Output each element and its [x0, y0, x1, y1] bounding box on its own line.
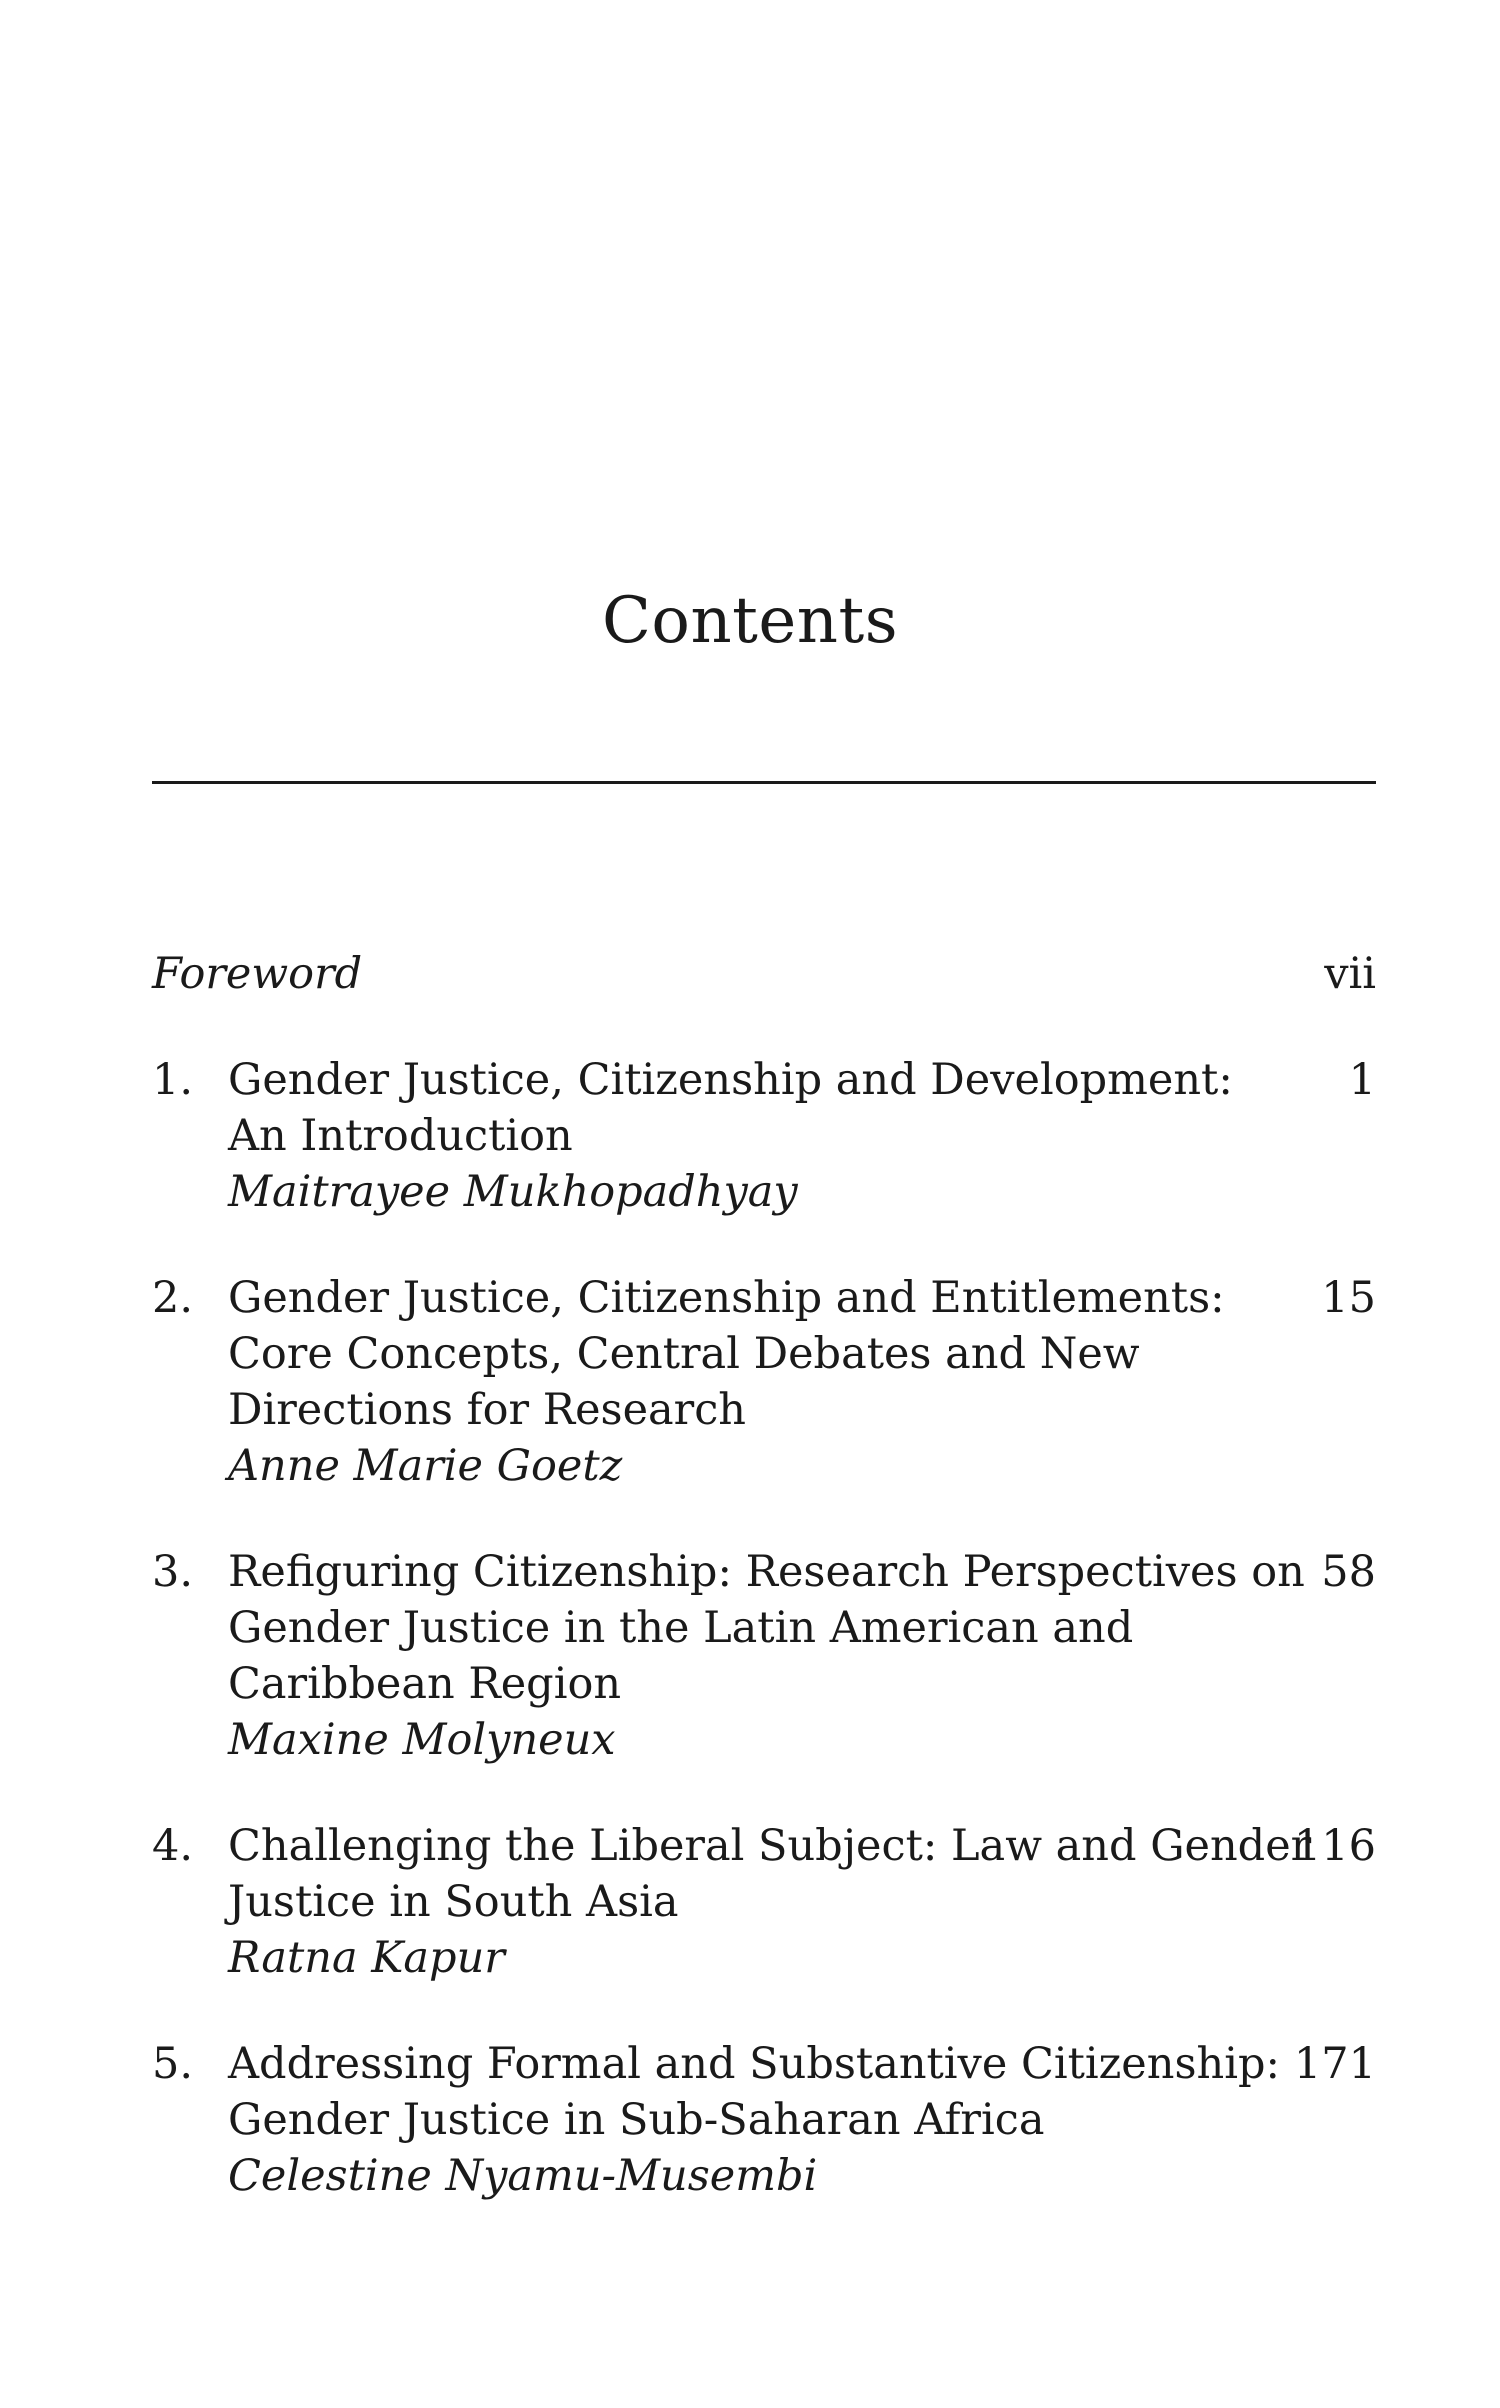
foreword-label: Foreword [152, 949, 363, 999]
chapter-author: Maitrayee Mukhopadhyay [228, 1167, 798, 1217]
chapter-number: 1. [152, 1055, 194, 1105]
chapter-title-line: An Introduction [228, 1111, 573, 1161]
chapter-title-line: Addressing Formal and Substantive Citizenship: [228, 2039, 1280, 2089]
chapter-number: 4. [152, 1821, 194, 1871]
chapter-page-number: 171 [1293, 2039, 1376, 2089]
chapter-body [228, 1052, 1233, 1220]
chapter-body [228, 1818, 1312, 1986]
chapter-body [228, 2036, 1280, 2204]
chapter-title-line: Challenging the Liberal Subject: Law and Gender [228, 1821, 1312, 1871]
toc-entry-chapter-3[interactable] [152, 1544, 1376, 1768]
chapter-page-number: 15 [1321, 1273, 1376, 1323]
chapter-title-line: Core Concepts, Central Debates and New [228, 1329, 1140, 1379]
chapter-title-line: Caribbean Region [228, 1659, 622, 1709]
chapter-title-line: Gender Justice in the Latin American and [228, 1603, 1134, 1653]
chapter-page-number: 1 [1348, 1055, 1376, 1105]
chapter-author: Anne Marie Goetz [228, 1441, 623, 1491]
chapter-title-line: Gender Justice in Sub-Saharan Africa [228, 2095, 1045, 2145]
chapter-author: Celestine Nyamu-Musembi [228, 2151, 818, 2201]
page-title: Contents [601, 583, 899, 658]
chapter-body [228, 1544, 1305, 1768]
toc-entry-chapter-4[interactable] [152, 1818, 1376, 1986]
chapter-number: 5. [152, 2039, 194, 2089]
toc-entry-chapter-1[interactable] [152, 1052, 1376, 1220]
chapter-title-line: Directions for Research [228, 1385, 746, 1435]
chapter-page-number: 116 [1293, 1821, 1376, 1871]
toc-entry-chapter-2[interactable] [152, 1270, 1376, 1494]
foreword-page-number: vii [1324, 949, 1376, 999]
chapter-author: Maxine Molyneux [228, 1715, 616, 1765]
toc-entry-chapter-5[interactable] [152, 2036, 1376, 2204]
chapter-title-line: Gender Justice, Citizenship and Entitlements: [228, 1273, 1225, 1323]
chapter-title-line: Refiguring Citizenship: Research Perspectives on [228, 1547, 1305, 1597]
chapter-page-number: 58 [1321, 1547, 1376, 1597]
chapter-body [228, 1270, 1228, 1494]
chapter-title-line: Gender Justice, Citizenship and Development: [228, 1055, 1233, 1105]
title-divider [152, 781, 1376, 784]
chapter-author: Ratna Kapur [228, 1933, 505, 1983]
chapter-title-line: Justice in South Asia [228, 1877, 679, 1927]
chapter-number: 3. [152, 1547, 194, 1597]
toc-entry-foreword[interactable] [152, 946, 1376, 1002]
chapter-number: 2. [152, 1273, 194, 1323]
